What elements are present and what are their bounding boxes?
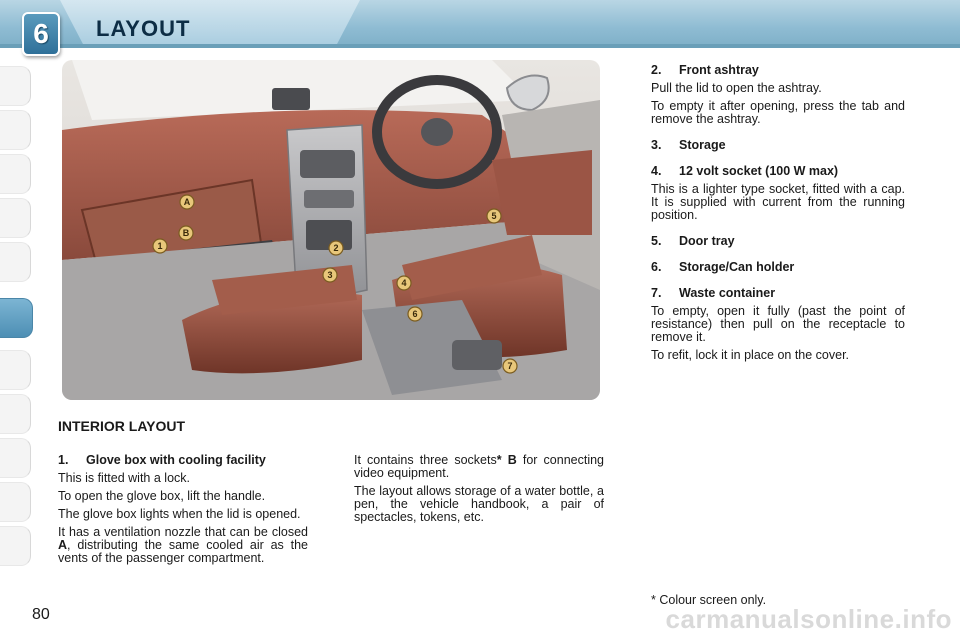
item-heading-3: 3. Storage [651, 138, 726, 152]
item-heading-1: 1. Glove box with cooling facility [58, 453, 266, 467]
paragraph: Pull the lid to open the ashtray. [651, 81, 822, 95]
item-heading-7: 7. Waste container [651, 286, 776, 300]
callout-1: 1 [157, 241, 163, 251]
paragraph: This is fitted with a lock. [58, 471, 190, 485]
page-title: LAYOUT [96, 16, 191, 41]
item-heading-5: 5. Door tray [651, 234, 735, 248]
item-heading-2: 2. Front ashtray [651, 63, 759, 77]
chapter-tab-10[interactable] [0, 482, 31, 522]
paragraph: To empty, open it fully (past the point of resistance) then pull on the receptacle to remove it. [651, 304, 905, 344]
paragraph: To open the glove box, lift the handle. [58, 489, 266, 503]
chapter-tabs [0, 60, 34, 580]
paragraph: To refit, lock it in place on the cover. [651, 348, 850, 362]
item-heading-4: 4. 12 volt socket (100 W max) [651, 164, 839, 178]
chapter-tab-2[interactable] [0, 110, 31, 150]
callout-5: 5 [491, 211, 497, 221]
footnote: * Colour screen only. [651, 593, 767, 607]
chapter-tab-6[interactable] [0, 298, 33, 338]
paragraph: It has a ventilation nozzle that can be closed A, distributing the same cooled air as the vents of the passenger compartment. [58, 525, 308, 565]
paragraph: This is a lighter type socket, fitted with a cap. It is supplied with current from the running position. [651, 182, 905, 222]
chapter-tab-5[interactable] [0, 242, 31, 282]
chapter-tab-7[interactable] [0, 350, 31, 390]
callout-4: 4 [401, 278, 407, 288]
paragraph: The glove box lights when the lid is opened. [58, 507, 301, 521]
chapter-tab-8[interactable] [0, 394, 31, 434]
text-column-3 [651, 64, 905, 367]
page-number: 80 [32, 606, 50, 623]
callout-2: 2 [333, 243, 339, 253]
interior-illustration [62, 60, 600, 400]
section-title: INTERIOR LAYOUT [58, 418, 186, 434]
text-column-2 [354, 454, 604, 529]
chapter-tab-11[interactable] [0, 526, 31, 566]
paragraph: It contains three sockets* B for connecting video equipment. [354, 453, 605, 480]
callout-3: 3 [327, 270, 333, 280]
header-divider [0, 44, 960, 48]
chapter-tab-4[interactable] [0, 198, 31, 238]
chapter-tab-3[interactable] [0, 154, 31, 194]
paragraph: The layout allows storage of a water bottle, a pen, the vehicle handbook, a pair of spectacles, tokens, etc. [354, 484, 604, 524]
item-heading-6: 6. Storage/Can holder [651, 260, 795, 274]
chapter-tab-1[interactable] [0, 66, 31, 106]
callout-7: 7 [507, 361, 513, 371]
chapter-badge: 6 [22, 12, 60, 56]
chapter-tab-9[interactable] [0, 438, 31, 478]
callout-A: A [183, 197, 191, 207]
callout-6: 6 [412, 309, 418, 319]
callout-B: B [182, 228, 190, 238]
paragraph: To empty it after opening, press the tab and remove the ashtray. [651, 99, 905, 126]
text-column-1 [58, 454, 308, 570]
watermark: carmanualsonline.info [665, 604, 952, 634]
